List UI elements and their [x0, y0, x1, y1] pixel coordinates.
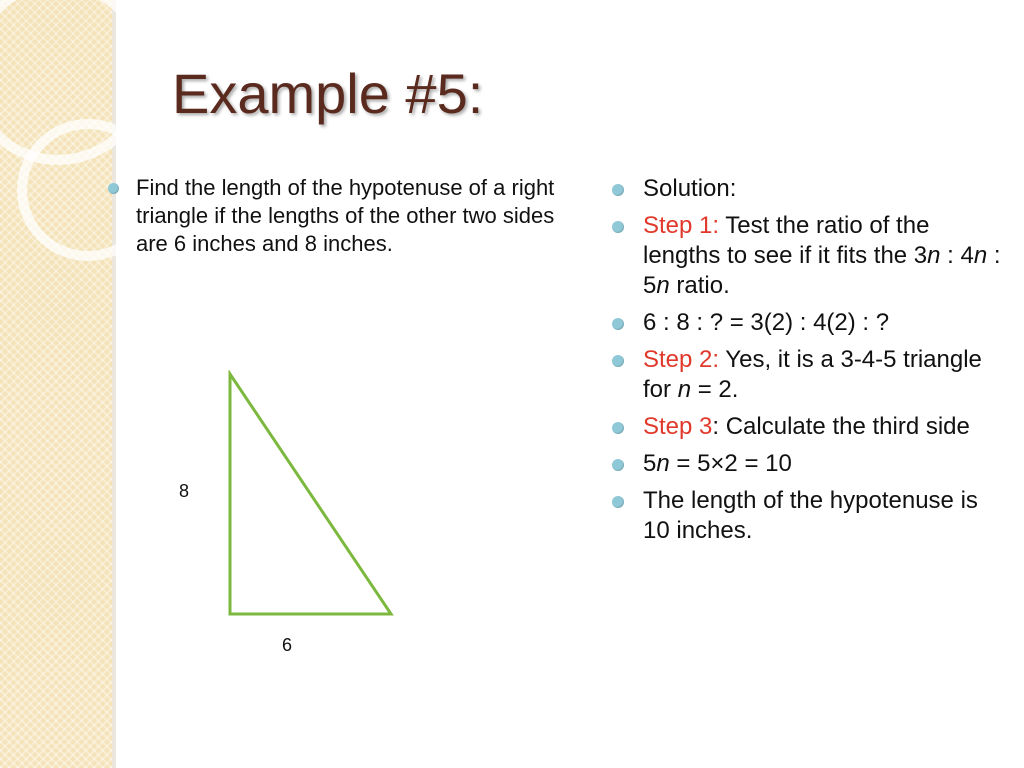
right-triangle-figure	[226, 370, 396, 620]
hypotenuse-calculation: 5n = 5×2 = 10	[610, 449, 1010, 479]
step-1-label: Step 1:	[643, 212, 720, 239]
solution-step-3: Step 3: Calculate the third side	[610, 412, 1010, 442]
solution-step-1: Step 1: Test the ratio of the lengths to see if it fits the 3n : 4n : 5n ratio.	[610, 211, 1010, 301]
problem-statement: Find the length of the hypotenuse of a right triangle if the lengths of the other two sides are 6 inches and 8 inches.	[106, 174, 556, 258]
step-2-label: Step 2:	[643, 346, 720, 373]
problem-list	[106, 174, 556, 258]
vertical-side-label: 8	[179, 481, 190, 501]
triangle-shape	[230, 374, 391, 614]
ratio-equation: 6 : 8 : ? = 3(2) : 4(2) : ?	[610, 308, 1010, 338]
slide-title: Example #5:	[172, 62, 484, 125]
decorative-rings	[0, 0, 116, 330]
step-3-label: Step 3	[643, 413, 713, 440]
solution-step-2: Step 2: Yes, it is a 3-4-5 triangle for n = 2.	[610, 345, 1010, 405]
horizontal-side-label: 6	[282, 635, 293, 655]
final-answer: The length of the hypotenuse is 10 inches.	[610, 486, 1010, 546]
solution-heading: Solution:	[610, 174, 1010, 204]
solution-list	[610, 174, 1010, 553]
